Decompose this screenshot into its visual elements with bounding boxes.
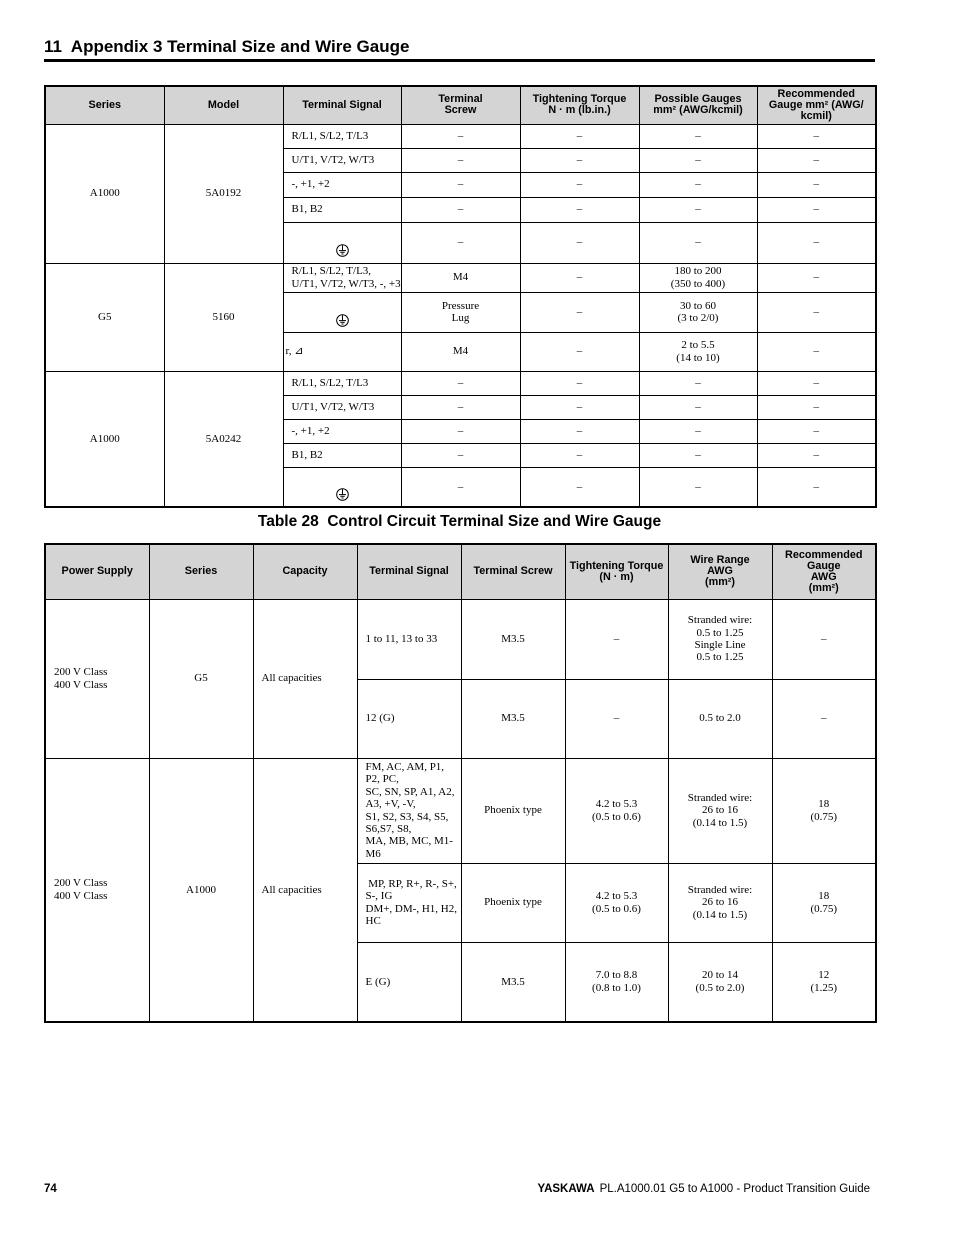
recommended-gauge-cell: –	[757, 332, 876, 371]
recommended-gauge-cell: –	[757, 172, 876, 197]
recommended-gauge-cell: –	[757, 197, 876, 222]
terminal-screw-cell: M3.5	[461, 599, 565, 679]
main-circuit-terminal-table	[44, 85, 877, 508]
tightening-torque-cell: 4.2 to 5.3 (0.5 to 0.6)	[565, 758, 668, 863]
terminal-signal-cell: U/T1, V/T2, W/T3	[283, 148, 401, 172]
recommended-gauge-cell: –	[757, 395, 876, 419]
terminal-signal-cell: -, +1, +2	[283, 172, 401, 197]
possible-gauges-cell: –	[639, 197, 757, 222]
terminal-screw-cell: –	[401, 222, 520, 263]
power-supply-cell: 200 V Class 400 V Class	[45, 599, 149, 758]
possible-gauges-cell: 180 to 200 (350 to 400)	[639, 263, 757, 292]
recommended-gauge-cell: –	[757, 467, 876, 507]
model-cell: 5A0242	[164, 371, 283, 507]
column-header-wire-range: Wire Range AWG (mm²)	[668, 544, 772, 599]
recommended-gauge-cell: –	[757, 148, 876, 172]
column-header-tightening-torque: Tightening Torque (N · m)	[565, 544, 668, 599]
recommended-gauge-cell: –	[757, 419, 876, 443]
terminal-screw-cell: –	[401, 124, 520, 148]
series-cell: A1000	[149, 758, 253, 1022]
column-header-terminal-signal: Terminal Signal	[357, 544, 461, 599]
capacity-cell: All capacities	[253, 599, 357, 758]
column-header-recommended-gauge: Recommended Gauge mm² (AWG/ kcmil)	[757, 86, 876, 124]
terminal-signal-cell	[283, 467, 401, 507]
terminal-signal-cell: 1 to 11, 13 to 33	[357, 599, 461, 679]
terminal-signal-cell: E (G)	[357, 942, 461, 1022]
terminal-screw-cell: –	[401, 197, 520, 222]
terminal-screw-cell: Pressure Lug	[401, 292, 520, 332]
wire-range-cell: 20 to 14 (0.5 to 2.0)	[668, 942, 772, 1022]
wire-range-cell: Stranded wire: 26 to 16 (0.14 to 1.5)	[668, 863, 772, 942]
recommended-gauge-cell: –	[757, 222, 876, 263]
power-supply-cell: 200 V Class 400 V Class	[45, 758, 149, 1022]
table-row	[45, 758, 876, 863]
recommended-gauge-cell: –	[772, 599, 876, 679]
series-cell: G5	[149, 599, 253, 758]
recommended-gauge-cell: 12 (1.25)	[772, 942, 876, 1022]
footer-document-title	[537, 1181, 870, 1197]
terminal-screw-cell: M3.5	[461, 679, 565, 758]
terminal-signal-cell: FM, AC, AM, P1, P2, PC, SC, SN, SP, A1, A2, A3, +V, -V, S1, S2, S3, S4, S5, S6,S7, S8, MA, MB, MC, M1- M6	[357, 758, 461, 863]
recommended-gauge-cell: –	[757, 292, 876, 332]
page-number: 74	[44, 1183, 57, 1195]
tightening-torque-cell: –	[520, 467, 639, 507]
series-cell: G5	[45, 263, 164, 371]
recommended-gauge-cell: –	[757, 443, 876, 467]
possible-gauges-cell: –	[639, 443, 757, 467]
footer-title: PL.A1000.01 G5 to A1000 - Product Transition Guide	[599, 1183, 870, 1195]
table-title: Table 28 Control Circuit Terminal Size and Wire Gauge	[257, 513, 662, 530]
terminal-signal-cell: R/L1, S/L2, T/L3, U/T1, V/T2, W/T3, -, +3	[283, 263, 401, 292]
column-header-tightening-torque: Tightening Torque N · m (lb.in.)	[520, 86, 639, 124]
control-circuit-terminal-table	[44, 543, 877, 1023]
terminal-screw-cell: Phoenix type	[461, 758, 565, 863]
possible-gauges-cell: –	[639, 371, 757, 395]
tightening-torque-cell: –	[565, 679, 668, 758]
ground-icon	[336, 244, 349, 257]
possible-gauges-cell: –	[639, 467, 757, 507]
column-header-capacity: Capacity	[253, 544, 357, 599]
tightening-torque-cell: –	[520, 172, 639, 197]
possible-gauges-cell: –	[639, 395, 757, 419]
table-row	[45, 124, 876, 148]
possible-gauges-cell: –	[639, 148, 757, 172]
terminal-signal-cell: R/L1, S/L2, T/L3	[283, 371, 401, 395]
capacity-cell: All capacities	[253, 758, 357, 1022]
terminal-screw-cell: –	[401, 148, 520, 172]
table-header-row	[45, 86, 876, 124]
possible-gauges-cell: –	[639, 222, 757, 263]
possible-gauges-cell: 30 to 60 (3 to 2/0)	[639, 292, 757, 332]
terminal-signal-cell: r, ⊿	[283, 332, 401, 371]
table-header-row	[45, 544, 876, 599]
possible-gauges-cell: –	[639, 419, 757, 443]
terminal-signal-cell: B1, B2	[283, 443, 401, 467]
terminal-signal-cell: MP, RP, R+, R-, S+, S-, IG DM+, DM-, H1, H2, HC	[357, 863, 461, 942]
tightening-torque-cell: 4.2 to 5.3 (0.5 to 0.6)	[565, 863, 668, 942]
tightening-torque-cell: –	[520, 148, 639, 172]
recommended-gauge-cell: –	[757, 124, 876, 148]
possible-gauges-cell: –	[639, 124, 757, 148]
tightening-torque-cell: –	[520, 443, 639, 467]
series-cell: A1000	[45, 371, 164, 507]
section-heading: 11 Appendix 3 Terminal Size and Wire Gauge	[44, 37, 410, 56]
ground-icon	[336, 488, 349, 501]
column-header-terminal-screw: Terminal Screw	[401, 86, 520, 124]
table-row	[45, 599, 876, 679]
column-header-series: Series	[149, 544, 253, 599]
tightening-torque-cell: –	[520, 222, 639, 263]
tightening-torque-cell: –	[520, 395, 639, 419]
terminal-screw-cell: –	[401, 172, 520, 197]
terminal-signal-cell: -, +1, +2	[283, 419, 401, 443]
ground-icon	[336, 314, 349, 327]
column-header-recommended-gauge: Recommended Gauge AWG (mm²)	[772, 544, 876, 599]
tightening-torque-cell: 7.0 to 8.8 (0.8 to 1.0)	[565, 942, 668, 1022]
recommended-gauge-cell: 18 (0.75)	[772, 758, 876, 863]
tightening-torque-cell: –	[520, 419, 639, 443]
tightening-torque-cell: –	[520, 332, 639, 371]
column-header-model: Model	[164, 86, 283, 124]
column-header-terminal-screw: Terminal Screw	[461, 544, 565, 599]
terminal-signal-cell	[283, 222, 401, 263]
heading-rule	[44, 59, 875, 62]
tightening-torque-cell: –	[565, 599, 668, 679]
terminal-screw-cell: –	[401, 371, 520, 395]
column-header-possible-gauges: Possible Gauges mm² (AWG/kcmil)	[639, 86, 757, 124]
terminal-signal-cell	[283, 292, 401, 332]
terminal-screw-cell: M4	[401, 263, 520, 292]
terminal-screw-cell: M4	[401, 332, 520, 371]
column-header-terminal-signal: Terminal Signal	[283, 86, 401, 124]
terminal-signal-cell: U/T1, V/T2, W/T3	[283, 395, 401, 419]
recommended-gauge-cell: –	[757, 371, 876, 395]
terminal-screw-cell: M3.5	[461, 942, 565, 1022]
terminal-screw-cell: –	[401, 395, 520, 419]
terminal-screw-cell: –	[401, 419, 520, 443]
possible-gauges-cell: –	[639, 172, 757, 197]
tightening-torque-cell: –	[520, 371, 639, 395]
possible-gauges-cell: 2 to 5.5 (14 to 10)	[639, 332, 757, 371]
table-row	[45, 263, 876, 292]
tightening-torque-cell: –	[520, 124, 639, 148]
terminal-screw-cell: Phoenix type	[461, 863, 565, 942]
table-row	[45, 371, 876, 395]
terminal-signal-cell: 12 (G)	[357, 679, 461, 758]
terminal-signal-cell: B1, B2	[283, 197, 401, 222]
recommended-gauge-cell: –	[757, 263, 876, 292]
footer-brand: YASKAWA	[537, 1183, 595, 1195]
model-cell: 5160	[164, 263, 283, 371]
recommended-gauge-cell: –	[772, 679, 876, 758]
terminal-signal-cell: R/L1, S/L2, T/L3	[283, 124, 401, 148]
terminal-screw-cell: –	[401, 467, 520, 507]
tightening-torque-cell: –	[520, 197, 639, 222]
column-header-series: Series	[45, 86, 164, 124]
wire-range-cell: Stranded wire: 26 to 16 (0.14 to 1.5)	[668, 758, 772, 863]
terminal-screw-cell: –	[401, 443, 520, 467]
tightening-torque-cell: –	[520, 292, 639, 332]
wire-range-cell: Stranded wire: 0.5 to 1.25 Single Line 0.5 to 1.25	[668, 599, 772, 679]
wire-range-cell: 0.5 to 2.0	[668, 679, 772, 758]
model-cell: 5A0192	[164, 124, 283, 263]
recommended-gauge-cell: 18 (0.75)	[772, 863, 876, 942]
tightening-torque-cell: –	[520, 263, 639, 292]
column-header-power-supply: Power Supply	[45, 544, 149, 599]
series-cell: A1000	[45, 124, 164, 263]
